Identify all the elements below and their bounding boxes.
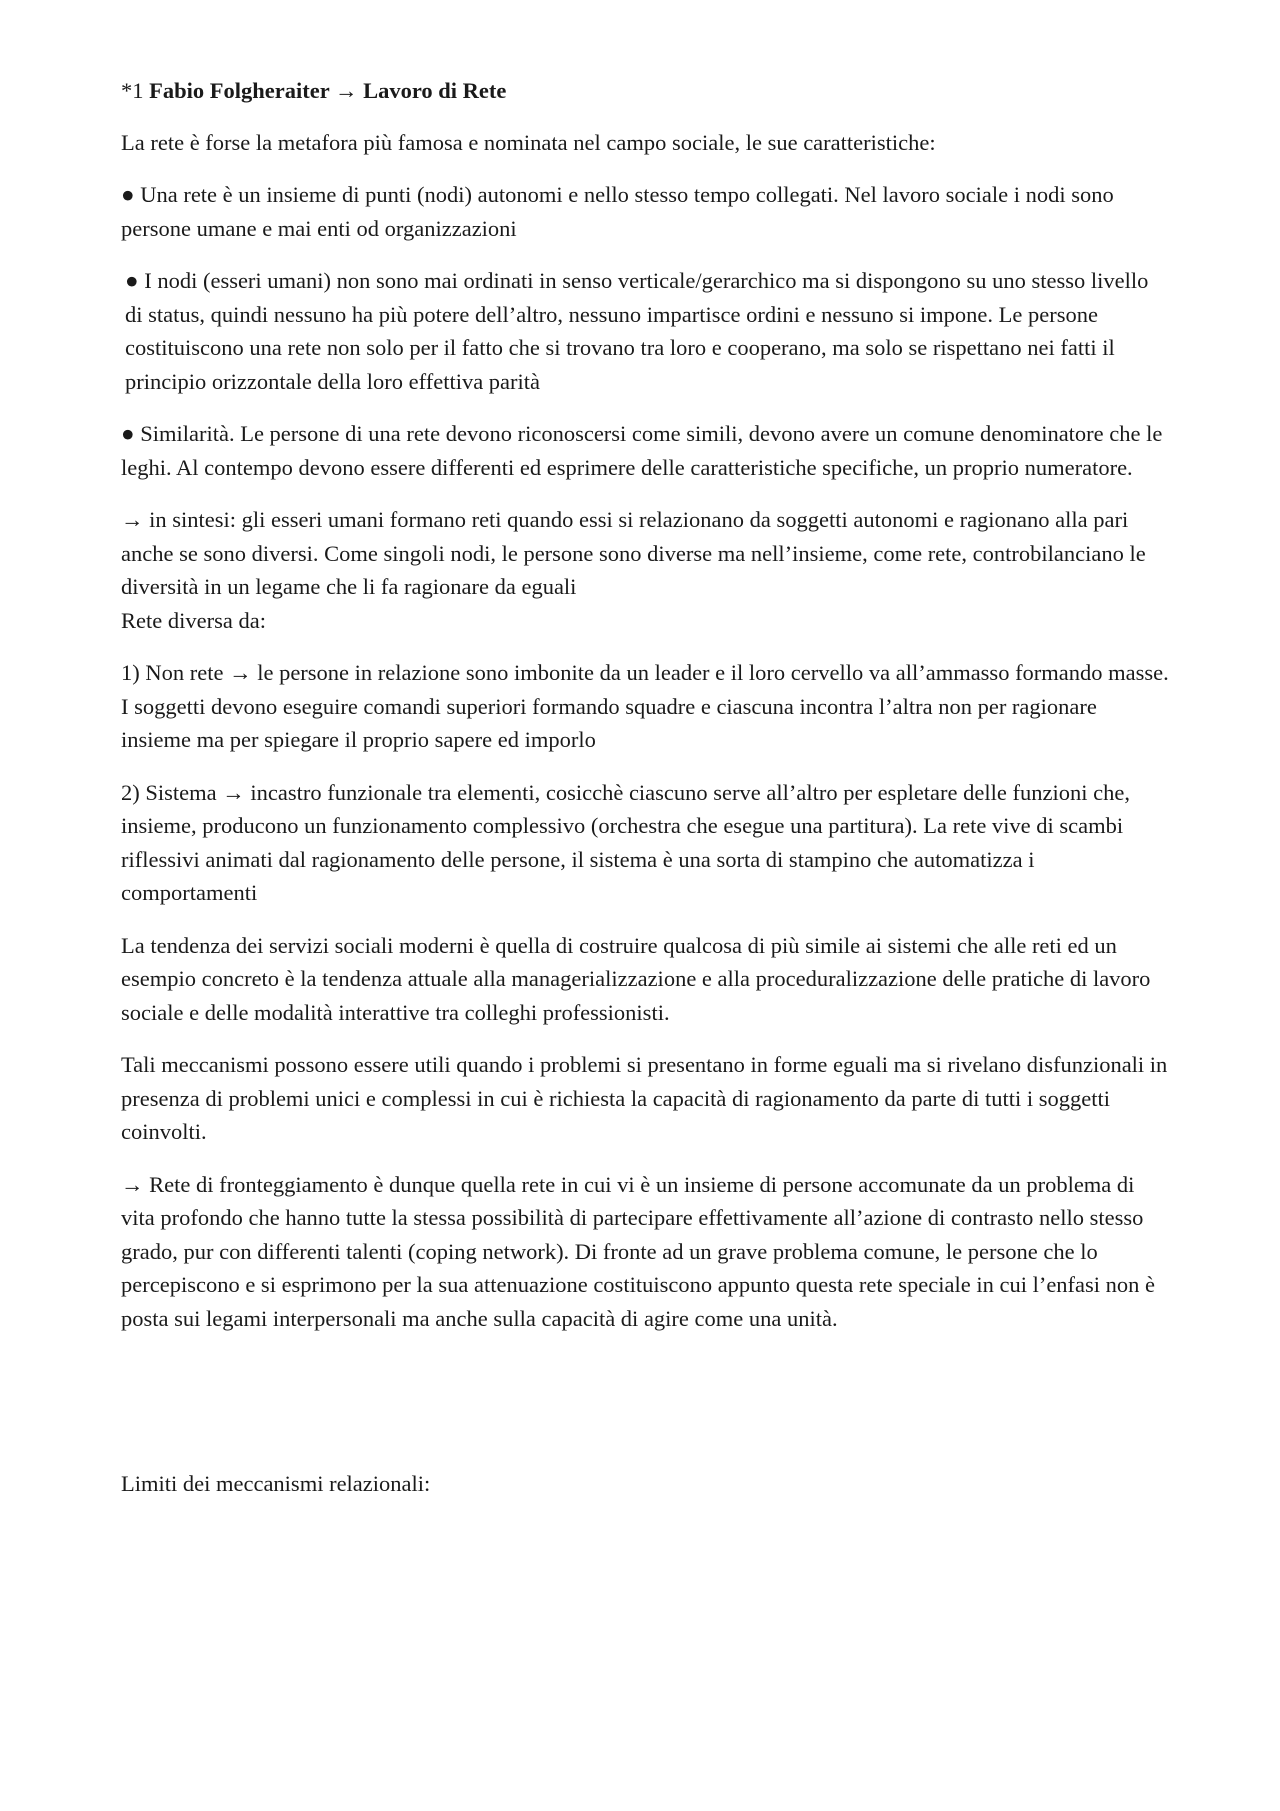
- bullet-item-similarity: ● Similarità. Le persone di una rete devono riconoscersi come simili, devono avere un comune denominatore che le leghi. Al contempo devono essere differenti ed esprimere delle caratteristiche specifiche, un proprio numeratore.: [121, 421, 1163, 480]
- summary-text: → in sintesi: gli esseri umani formano reti quando essi si relazionano da soggetti autonomi e ragionano alla pari anche se sono diversi. Come singoli nodi, le persone sono diverse ma nell’insieme, come rete, controbilanciano le diversità in un legame che li fa ragionare da eguali: [121, 507, 1146, 599]
- title-subject: Lavoro di Rete: [363, 78, 507, 103]
- intro-paragraph: La rete è forse la metafora più famosa e nominata nel campo sociale, le sue caratteristiche:: [121, 129, 936, 155]
- bullet-item-hierarchy: ● I nodi (esseri umani) non sono mai ordinati in senso verticale/gerarchico ma si dispongono su uno stesso livello di status, quindi nessuno ha più potere dell’altro, nessuno impartisce ordini e nessuno si impone. Le persone costituiscono una rete non solo per il fatto che si trovano tra loro e cooperano, ma solo se rispettano nei fatti il principio orizzontale della loro effettiva parità: [125, 268, 1149, 394]
- title-arrow: →: [329, 78, 364, 103]
- document-title: [121, 74, 1171, 108]
- trend-paragraph: La tendenza dei servizi sociali moderni è quella di costruire qualcosa di più simile ai sistemi che alle reti ed un esempio concreto è la tendenza attuale alla managerializzazione e alla proceduralizzazione delle pratiche di lavoro sociale e delle modalità interattive tra colleghi professionisti.: [121, 932, 1151, 1025]
- title-prefix: *1: [121, 78, 150, 103]
- summary-paragraph: [121, 503, 1171, 637]
- summary-different-from: Rete diversa da:: [121, 607, 266, 633]
- blank-space: [121, 1354, 1171, 1467]
- mechanisms-paragraph: Tali meccanismi possono essere utili quando i problemi si presentano in forme eguali ma si rivelano disfunzionali in presenza di problemi unici e complessi in cui è richiesta la capacità di ragionamento da parte di tutti i soggetti coinvolti.: [121, 1052, 1168, 1144]
- coping-network-paragraph: → Rete di fronteggiamento è dunque quella rete in cui vi è un insieme di persone accomunate da un problema di vita profondo che hanno tutte la stessa possibilità di partecipare effettivamente all’azione di contrasto nello stesso grado, pur con differenti talenti (coping network). Di fronte ad un grave problema comune, le persone che lo percepiscono e si esprimono per la sua attenuazione costituiscono appunto questa rete speciale in cui l’enfasi non è posta sui legami interpersonali ma anche sulla capacità di agire come una unità.: [121, 1171, 1156, 1331]
- document-body: [121, 74, 1171, 1520]
- numbered-item-system: 2) Sistema → incastro funzionale tra elementi, cosicchè ciascuno serve all’altro per espletare delle funzioni che, insieme, producono un funzionamento complessivo (orchestra che esegue una partitura). La rete vive di scambi riflessivi animati dal ragionamento delle persone, il sistema è una sorta di stampino che automatizza i comportamenti: [121, 779, 1130, 905]
- bullet-item-nodes: ● Una rete è un insieme di punti (nodi) autonomi e nello stesso tempo collegati. Nel lavoro sociale i nodi sono persone umane e mai enti od organizzazioni: [121, 182, 1114, 241]
- closing-heading: Limiti dei meccanismi relazionali:: [121, 1471, 431, 1496]
- title-author: Fabio Folgheraiter: [149, 78, 330, 103]
- numbered-item-non-network: 1) Non rete → le persone in relazione sono imbonite da un leader e il loro cervello va all’ammasso formando masse. I soggetti devono eseguire comandi superiori formando squadre e ciascuna incontra l’altra non per ragionare insieme ma per spiegare il proprio sapere ed imporlo: [121, 660, 1169, 752]
